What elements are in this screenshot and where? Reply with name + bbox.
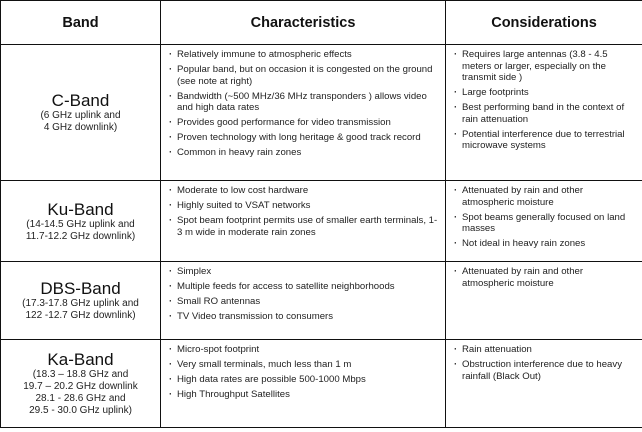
list-item: · Rain attenuation [454,344,636,356]
table-row [1,262,642,340]
header-row [1,1,642,45]
characteristics-cell [161,262,446,340]
band-cell [1,45,161,181]
list-item: · High Throughput Satellites [169,389,439,401]
characteristics-cell [161,45,446,181]
band-frequencies: (18.3 – 18.8 GHz and 19.7 – 20.2 GHz downlink 28.1 - 28.6 GHz and 29.5 - 30.0 GHz uplink) [23,369,138,416]
header-characteristics: Characteristics [161,1,446,45]
considerations-cell [446,262,642,340]
considerations-list [446,45,642,152]
characteristics-list [161,262,445,323]
list-item: · Attenuated by rain and other atmospheric moisture [454,266,636,289]
considerations-list [446,262,642,289]
band-name: Ka-Band [47,350,114,369]
band-cell [1,340,161,428]
band-frequencies: (17.3-17.8 GHz uplink and 122 -12.7 GHz downlink) [22,298,139,321]
list-item: · Requires large antennas (3.8 - 4.5 meters or larger, especially on the transmit side ) [454,49,636,84]
characteristics-list [161,181,445,238]
band-name: DBS-Band [40,279,121,298]
band-name: Ku-Band [47,199,114,219]
characteristics-cell [161,340,446,428]
list-item: · Popular band, but on occasion it is congested on the ground (see note at right) [169,64,439,87]
list-item: · Simplex [169,266,439,278]
considerations-list [446,340,642,382]
header-considerations: Considerations [446,1,642,45]
characteristics-list [161,45,445,159]
table-row [1,340,642,428]
characteristics-list [161,340,445,401]
band-cell [1,262,161,340]
list-item: · Large footprints [454,87,636,99]
list-item: · Bandwidth (~500 MHz/36 MHz transponders ) allows video and high data rates [169,91,439,114]
list-item: · Potential interference due to terrestrial microwave systems [454,129,636,152]
list-item: · Small RO antennas [169,296,439,308]
band-frequencies: (14-14.5 GHz uplink and 11.7-12.2 GHz downlink) [25,218,136,242]
list-item: · Attenuated by rain and other atmospheric moisture [454,185,636,208]
band-name: C-Band [51,91,110,110]
list-item: · Moderate to low cost hardware [169,185,439,197]
considerations-list [446,181,642,250]
list-item: · Proven technology with long heritage & good track record [169,132,439,144]
list-item: · Provides good performance for video transmission [169,117,439,129]
list-item: · Multiple feeds for access to satellite neighborhoods [169,281,439,293]
list-item: · Obstruction interference due to heavy rainfall (Black Out) [454,359,636,382]
table-row [1,45,642,181]
band-cell [1,181,161,262]
characteristics-cell [161,181,446,262]
list-item: · TV Video transmission to consumers [169,311,439,323]
table-row [1,181,642,262]
list-item: · Micro-spot footprint [169,344,439,356]
band-frequencies: (6 GHz uplink and 4 GHz downlink) [40,110,121,133]
list-item: · Highly suited to VSAT networks [169,200,439,212]
list-item: · Very small terminals, much less than 1 m [169,359,439,371]
list-item: · High data rates are possible 500-1000 Mbps [169,374,439,386]
list-item: · Common in heavy rain zones [169,147,439,159]
considerations-cell [446,45,642,181]
considerations-cell [446,340,642,428]
list-item: · Spot beam footprint permits use of smaller earth terminals, 1-3 m wide in moderate rain zones [169,215,439,238]
list-item: · Best performing band in the context of rain attenuation [454,102,636,125]
list-item: · Relatively immune to atmospheric effects [169,49,439,61]
list-item: · Not ideal in heavy rain zones [454,238,636,250]
header-band: Band [1,1,161,45]
considerations-cell [446,181,642,262]
list-item: · Spot beams generally focused on land masses [454,212,636,235]
